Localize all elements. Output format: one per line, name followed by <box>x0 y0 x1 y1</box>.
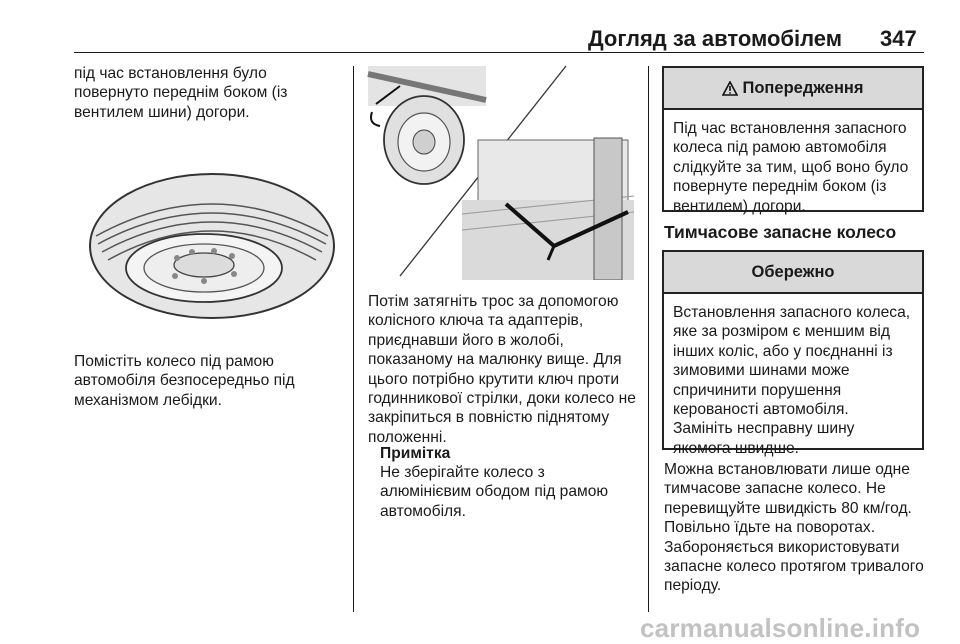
right-body-text: Можна встановлювати лише одне тимчасове запасне колесо. Не перевищуйте швидкість 80 км/год. Повільно їдьте на поворотах. Забороняється використовувати запасне колесо протягом тривалого періоду. <box>664 461 924 595</box>
caution-text-2: Замініть несправну шину якомога швидше. <box>673 420 855 457</box>
warning-title: Попередження <box>742 78 864 97</box>
warning-box-header <box>664 68 922 110</box>
header-rule <box>74 52 924 53</box>
watermark: carmanualsonline.info <box>640 613 921 643</box>
running-header-title: Догляд за автомобілем <box>587 26 842 51</box>
middle-paragraph: Потім затягніть трос за допомогою колісного ключа та адаптерів, приєднавши його в жолобі, показаному на малюнку вище. Для цього потрібно крутити ключ проти годинникової стрілки, доки колесо не закріпиться в повністю піднятому положенні. <box>368 293 636 446</box>
warning-text: Під час встановлення запасного колеса під рамою автомобіля слідкуйте за тим, щоб воно було повернуте переднім боком (із вентилем) догори. <box>673 120 909 215</box>
section-heading: Тимчасове запасне колесо <box>664 222 897 242</box>
caution-box <box>662 250 924 457</box>
spare-wheel-illustration <box>74 128 340 338</box>
left-text-top: під час встановлення було повернуто переднім боком (із вентилем шини) догори. <box>74 65 288 121</box>
page-number: 347 <box>880 26 917 51</box>
caution-box-header <box>664 252 922 294</box>
column-divider-left <box>353 66 354 612</box>
caution-text-1: Встановлення запасного колеса, яке за розміром є меншим від інших коліс, або у поєднанні із зимовими шинами може спричинити порушення керованості автомобіля. <box>673 304 911 419</box>
warning-triangle-icon <box>722 81 738 96</box>
winch-mechanism-illustration <box>366 64 638 280</box>
left-text-bottom: Помістіть колесо під рамою автомобіля безпосередньо під механізмом лебідки. <box>74 353 295 409</box>
note-title: Примітка <box>380 445 451 462</box>
caution-title: Обережно <box>751 262 835 281</box>
warning-box <box>662 66 924 215</box>
caution-body <box>664 294 922 466</box>
column-divider-right <box>648 66 649 612</box>
note-text: Не зберігайте колесо з алюмінієвим ободом під рамою автомобіля. <box>380 464 609 520</box>
